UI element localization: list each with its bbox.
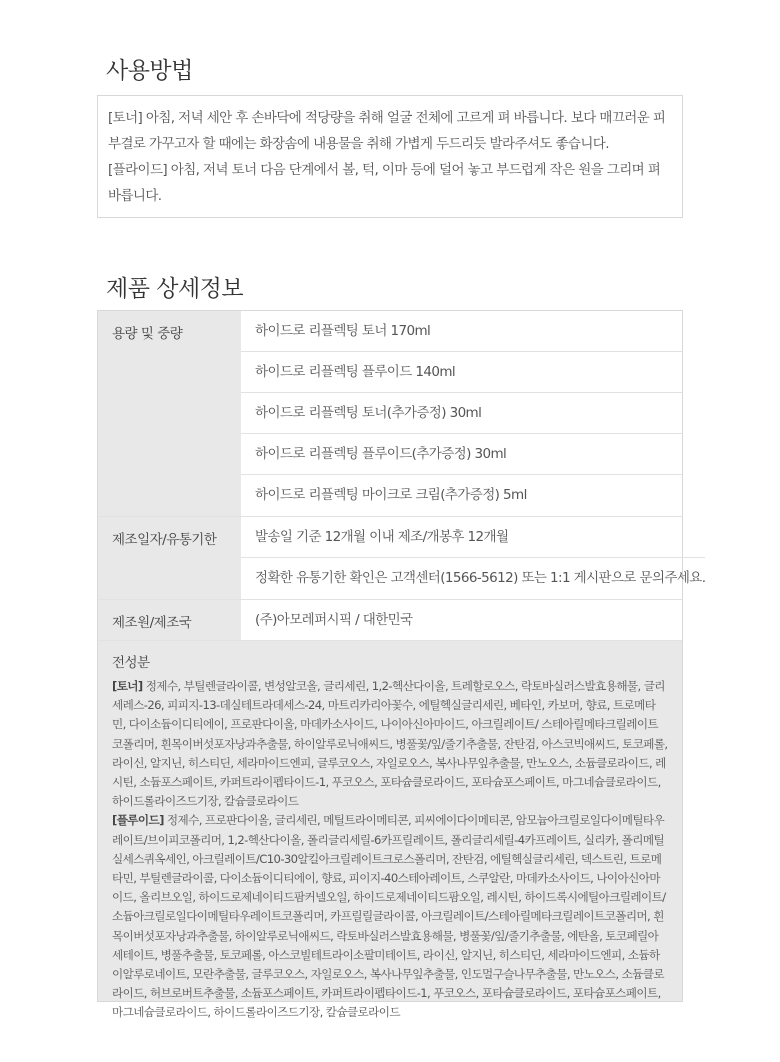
manufacturer-row (98, 600, 682, 641)
usage-section-title: 사용방법 (106, 58, 193, 84)
manufacturer-values (241, 600, 682, 640)
volume-item: 하이드로 리플렉팅 플루이드(추가증정) 30ml (241, 434, 682, 475)
volume-item: 하이드로 리플렉팅 토너(추가증정) 30ml (241, 393, 682, 434)
volume-values (241, 311, 682, 516)
product-details-title: 제품 상세정보 (106, 276, 244, 302)
fluid-ingredients-text: 정제수, 프로판다이올, 글리세린, 메틸트라이메티콘, 피씨에이다이메티콘, 암모늄아크릴로일다이메틸타우레이트/브이피코폴리머, 1,2-헥산다이올, 폴리글리세릴-6카프릴레이트, 폴리글리세릴-4카프레이트, 실리카, 폴리메틸실세스퀴옥세인, 아크릴레이트/C10-30알킬아크릴레이트크로스폴리머, 잔탄검, 에틸헥실글리세린, 덱스트린, 트로메타민, 부틸렌글라이콜, 다이소듐이디티에이, 향료, 피이지-40스테아레이트, 스쿠알란, 마데카소사이드, 나이아신아마이드, 올리브오일, 하이드로제네이티드팜커넬오일, 하이드로제네이티드팜오일, 레시틴, 하이드록시에틸아크릴레이트/소듐아크릴로일다이메틸타우레이트코폴리머, 카프릴릴글라이콜, 아크릴레이트/스테아릴메타크릴레이트코폴리머, 흰목이버섯포자낭과추출물, 하이알루로닉애씨드, 락토바실러스발효용해물, 병풀꽃/잎/줄기추출물, 에탄올, 토코페릴아세테이트, 병풀추출물, 토코페롤, 아스코빌테트라이소팔미테이트, 라이신, 알지닌, 히스티딘, 세라마이드엔피, 소듐하이알루로네이트, 모란추출물, 글루코오스, 자일로오스, 복사나무잎추출물, 인도멀구슬나무추출물, 만노오스, 소듐클로라이드, 허브로버트추출물, 소듐포스페이트, 카퍼트라이펩타이드-1, 푸코오스, 포타슘클로라이드, 포타슘포스페이트, 마그네슘클로라이드, 하이드롤라이즈드기장, 칼슘클로라이드 (112, 813, 666, 1020)
usage-toner-text: [토너] 아침, 저녁 세안 후 손바닥에 적당량을 취해 얼굴 전체에 고르게 펴 바릅니다. 보다 매끄러운 피부결로 가꾸고자 할 때에는 화장솜에 내용물을 취해 가볍게 두드리듯 발라주셔도 좋습니다. (108, 110, 666, 152)
toner-ingredients-text: 정제수, 부틸렌글라이콜, 변성알코올, 글리세린, 1,2-헥산다이올, 트레할로오스, 락토바실러스발효용해물, 글리세레스-26, 피피지-13-데실테트라데세스-24, 마트리카리아꽃수, 에틸헥실글리세린, 베타인, 카보머, 향료, 트로메타민, 다이소듐이디티에이, 프로판다이올, 마데카소사이드, 나이아신아마이드, 아크릴레이트/ 스테아릴메타크릴레이트코폴리머, 흰목이버섯포자낭과추출물, 하이알루로닉애씨드, 병풀꽃/잎/줄기추출물, 잔탄검, 아스코빅애씨드, 토코페롤, 라이신, 알지닌, 히스티딘, 세라마이드엔피, 글루코오스, 자일로오스, 복사나무잎추출물, 만노오스, 소듐클로라이드, 레시틴, 소듐포스페이트, 카퍼트라이펩타이드-1, 푸코오스, 포타슘클로라이드, 포타슘포스페이트, 마그네슘클로라이드, 하이드롤라이즈드기장, 칼슘클로라이드 (112, 679, 668, 809)
expiry-note: 정확한 유통기한 확인은 고객센터(1566-5612) 또는 1:1 게시판으로 문의주세요. (255, 570, 706, 586)
manufacturer-label: 제조원/제조국 (98, 600, 241, 640)
toner-ingredients (112, 677, 668, 811)
toner-ingredients-tag: [토너] (112, 679, 143, 693)
ingredients-title: 전성분 (112, 655, 150, 671)
volume-row (98, 311, 682, 517)
usage-fluid-text: [플라이드] 아침, 저녁 토너 다음 단계에서 볼, 턱, 이마 등에 덜어 놓고 부드럽게 작은 원을 그리며 펴 바릅니다. (108, 162, 661, 204)
manufacturer-value: (주)아모레퍼시픽 / 대한민국 (255, 612, 413, 628)
expiry-row (98, 517, 706, 600)
expiry-values (241, 517, 705, 599)
volume-item: 하이드로 리플렉팅 마이크로 크림(추가증정) 5ml (255, 487, 527, 503)
volume-label: 용량 및 중량 (98, 311, 241, 516)
ingredients-section (98, 641, 682, 1020)
expiry-label: 제조일자/유통기한 (98, 517, 241, 599)
fluid-ingredients (112, 811, 668, 1022)
volume-item: 하이드로 리플렉팅 플루이드 140ml (241, 352, 682, 393)
fluid-ingredients-tag: [플루이드] (112, 813, 164, 828)
volume-item: 하이드로 리플렉팅 토너 170ml (241, 311, 682, 352)
usage-instructions-box (97, 95, 683, 218)
product-details-table (97, 310, 706, 1020)
expiry-item: 발송일 기준 12개월 이내 제조/개봉후 12개월 (241, 517, 705, 558)
